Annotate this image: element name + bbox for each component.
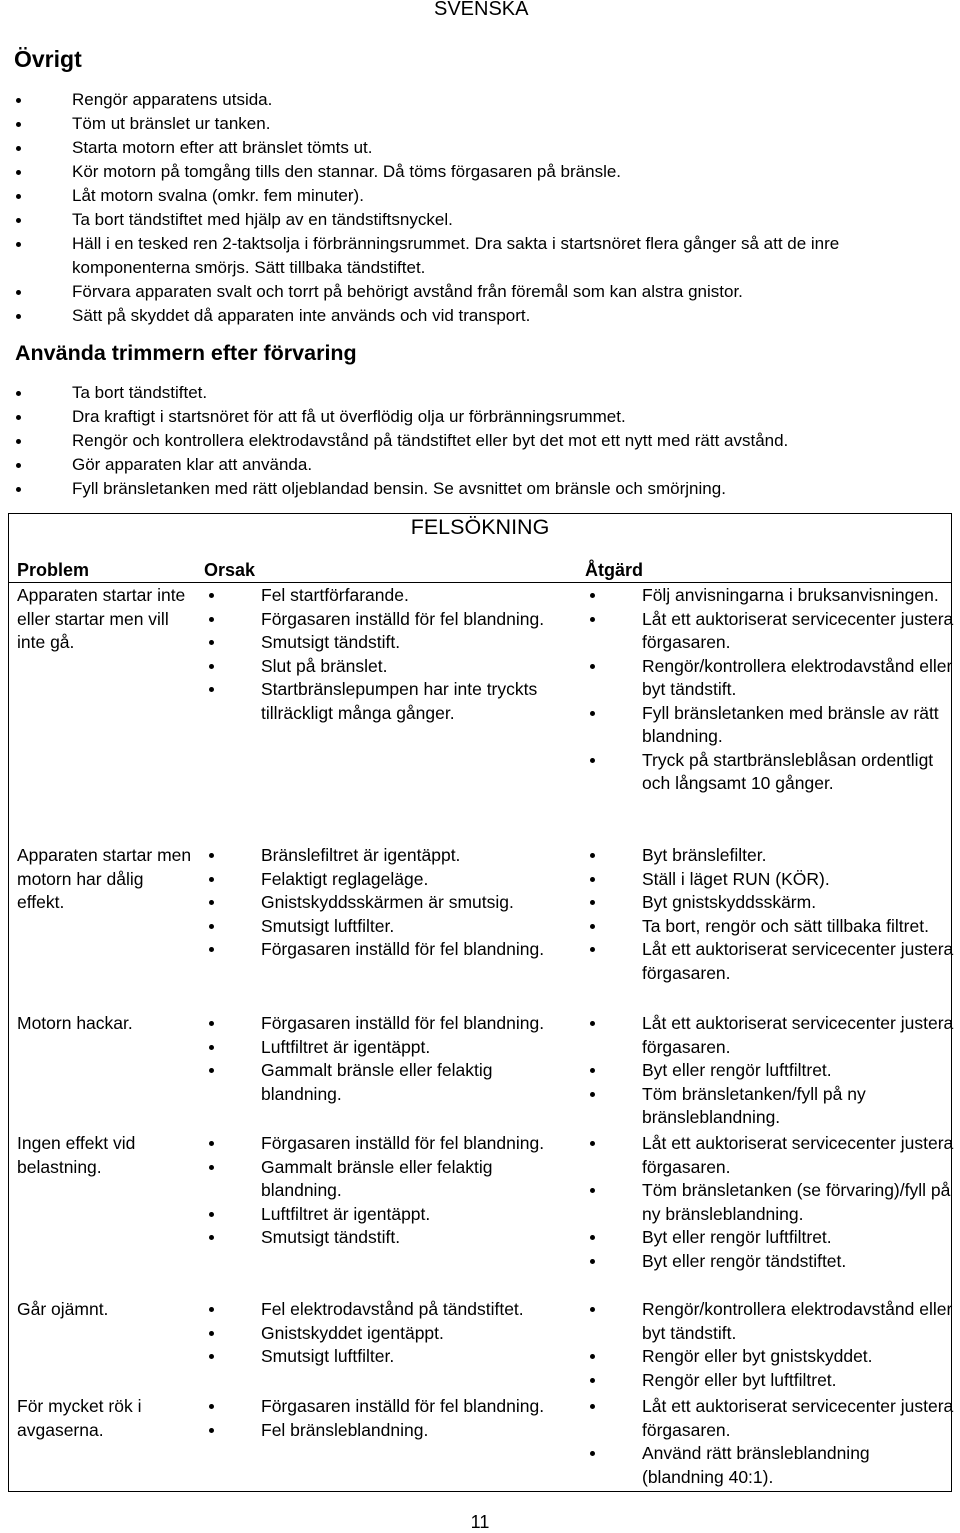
list-item-text: Ta bort tändstiftet. <box>72 383 208 402</box>
cause-item-text: Luftfiltret är igentäppt. <box>261 1036 431 1057</box>
bullet-icon <box>590 593 595 598</box>
cause-item-text: Fel bränsleblandning. <box>261 1419 429 1440</box>
cause-item <box>204 844 574 868</box>
column-header-problem: Problem <box>17 560 90 580</box>
action-item-text: Byt eller rengör luftfiltret. <box>642 1060 832 1080</box>
bullet-icon <box>209 664 214 669</box>
bullet-icon <box>16 415 21 420</box>
action-item-text: Byt gnistskyddsskärm. <box>642 892 817 912</box>
bullet-icon <box>209 1021 214 1026</box>
cause-item <box>204 1322 574 1346</box>
list-item <box>0 453 950 477</box>
cause-item-text: Smutsigt tändstift. <box>261 1227 401 1247</box>
cause-item-text: Smutsigt luftfilter. <box>261 1346 395 1366</box>
action-item <box>585 1395 955 1442</box>
bullet-icon <box>590 664 595 669</box>
bullet-icon <box>16 242 21 247</box>
bullet-icon <box>209 1331 214 1336</box>
cause-item-text: Förgasaren inställd för fel blandning. <box>261 608 545 629</box>
action-item <box>585 1083 955 1130</box>
cause-list <box>204 1298 574 1369</box>
action-item <box>585 584 955 608</box>
troubleshooting-title: FELSÖKNING <box>410 515 550 539</box>
action-item-text: Byt eller rengör luftfiltret. <box>642 1227 832 1247</box>
bullet-icon <box>590 1141 595 1146</box>
bullet-icon <box>16 194 21 199</box>
bullet-icon <box>209 1404 214 1409</box>
cause-item-text: Startbränslepumpen har inte tryckts tillräckligt många gånger. <box>261 679 538 723</box>
action-list <box>585 1132 955 1273</box>
action-item-text: Rengör eller byt luftfiltret. <box>642 1369 837 1390</box>
bullet-icon <box>590 1354 595 1359</box>
bullet-icon <box>16 290 21 295</box>
bullet-icon <box>590 711 595 716</box>
cause-item-text: Förgasaren inställd för fel blandning. <box>261 939 545 959</box>
bullet-icon <box>209 877 214 882</box>
action-item-text: Låt ett auktoriserat servicecenter justera förgasaren. <box>642 608 954 652</box>
bullet-icon <box>16 487 21 492</box>
bullet-icon <box>590 900 595 905</box>
list-item-text: Rengör och kontrollera elektrodavstånd på tändstiftet eller byt det mot ett nytt med rätt avstånd. <box>72 431 789 450</box>
section-title-ovrigt: Övrigt <box>14 46 82 72</box>
problem-cell: Motorn hackar. <box>17 1013 133 1033</box>
list-item <box>0 429 950 453</box>
language-label: SVENSKA <box>434 0 529 20</box>
cause-item-text: Smutsigt luftfilter. <box>261 915 395 936</box>
bullet-icon <box>209 947 214 952</box>
cause-item-text: Luftfiltret är igentäppt. <box>261 1203 431 1224</box>
action-list <box>585 844 955 985</box>
cause-item <box>204 1156 574 1203</box>
list-item <box>0 112 950 136</box>
cause-item <box>204 1395 574 1419</box>
cause-item <box>204 584 574 608</box>
action-item-text: Rengör eller byt gnistskyddet. <box>642 1346 873 1366</box>
cause-list <box>204 1132 574 1250</box>
action-item-text: Ställ i läget RUN (KÖR). <box>642 868 830 889</box>
list-item-text: Fyll bränsletanken med rätt oljeblandad bensin. Se avsnittet om bränsle och smörjning. <box>72 479 726 498</box>
action-item <box>585 1226 955 1250</box>
bullet-icon <box>16 146 21 151</box>
action-item <box>585 1442 955 1489</box>
cause-item <box>204 655 574 679</box>
list-item <box>0 304 950 328</box>
bullet-icon <box>590 617 595 622</box>
action-item <box>585 1179 955 1226</box>
bullet-icon <box>16 314 21 319</box>
bullet-icon <box>209 1307 214 1312</box>
cause-item-text: Fel elektrodavstånd på tändstiftet. <box>261 1299 524 1319</box>
list-item <box>0 208 950 232</box>
bullet-icon <box>590 1451 595 1456</box>
bullet-icon <box>209 687 214 692</box>
problem-cell: Apparaten startar inte eller startar men vill inte gå. <box>17 585 186 652</box>
list-item <box>0 280 950 304</box>
problem-cell: För mycket rök i avgaserna. <box>17 1396 142 1440</box>
action-item <box>585 1012 955 1059</box>
list-item <box>0 160 950 184</box>
action-item <box>585 868 955 892</box>
column-header-action: Åtgärd <box>585 560 643 580</box>
list-item <box>0 477 950 501</box>
bullet-icon <box>590 1092 595 1097</box>
action-item-text: Låt ett auktoriserat servicecenter justera förgasaren. <box>642 1013 954 1057</box>
header-divider <box>8 582 952 583</box>
action-item <box>585 749 955 796</box>
cause-list <box>204 1012 574 1106</box>
action-item-text: Töm bränsletanken (se förvaring)/fyll på ny bränsleblandning. <box>642 1180 951 1224</box>
list-item-text: Låt motorn svalna (omkr. fem minuter). <box>72 186 364 205</box>
list-item-text: Förvara apparaten svalt och torrt på behörigt avstånd från föremål som kan alstra gnistor. <box>72 282 743 301</box>
bullet-icon <box>209 1428 214 1433</box>
action-item-text: Rengör/kontrollera elektrodavstånd eller byt tändstift. <box>642 655 953 699</box>
cause-item-text: Fel startförfarande. <box>261 585 409 605</box>
bullet-icon <box>590 877 595 882</box>
action-list <box>585 584 955 796</box>
cause-list <box>204 844 574 962</box>
bullet-icon <box>590 1235 595 1240</box>
bullet-icon <box>590 1188 595 1193</box>
bullet-icon <box>590 1021 595 1026</box>
bullet-icon <box>209 1235 214 1240</box>
cause-item <box>204 1203 574 1227</box>
cause-item <box>204 1059 574 1106</box>
bullet-icon <box>16 170 21 175</box>
list-item <box>0 232 950 280</box>
bullet-icon <box>209 617 214 622</box>
list-item-text: Sätt på skyddet då apparaten inte används och vid transport. <box>72 306 531 325</box>
action-item-text: Byt eller rengör tändstiftet. <box>642 1250 847 1271</box>
cause-item-text: Felaktigt reglageläge. <box>261 868 429 889</box>
section-title-anvanda: Använda trimmern efter förvaring <box>15 341 357 365</box>
cause-item-text: Gammalt bränsle eller felaktig blandning. <box>261 1060 493 1104</box>
bullet-icon <box>16 439 21 444</box>
action-list <box>585 1012 955 1130</box>
problem-cell: Går ojämnt. <box>17 1299 109 1319</box>
cause-item <box>204 1226 574 1250</box>
cause-list <box>204 584 574 725</box>
anvanda-list <box>0 381 950 501</box>
cause-item <box>204 915 574 939</box>
action-item <box>585 938 955 985</box>
bullet-icon <box>209 1141 214 1146</box>
bullet-icon <box>209 924 214 929</box>
bullet-icon <box>590 1259 595 1264</box>
bullet-icon <box>209 900 214 905</box>
action-item <box>585 1250 955 1274</box>
list-item <box>0 184 950 208</box>
cause-item-text: Gnistskyddsskärmen är smutsig. <box>261 892 514 912</box>
list-item-text: Häll i en tesked ren 2-taktsolja i förbränningsrummet. Dra sakta i startsnöret flera gånger så att de inre komponenterna smörjs. Sätt tillbaka tändstiftet. <box>72 234 840 277</box>
cause-item <box>204 1132 574 1156</box>
action-list <box>585 1395 955 1489</box>
bullet-icon <box>209 1165 214 1170</box>
problem-cell: Ingen effekt vid belastning. <box>17 1133 136 1177</box>
action-item <box>585 915 955 939</box>
cause-item <box>204 678 574 725</box>
action-item <box>585 1369 955 1393</box>
action-item-text: Följ anvisningarna i bruksanvisningen. <box>642 585 939 605</box>
bullet-icon <box>209 853 214 858</box>
bullet-icon <box>16 218 21 223</box>
ovrigt-list <box>0 88 950 328</box>
bullet-icon <box>209 1354 214 1359</box>
action-item <box>585 1345 955 1369</box>
cause-item <box>204 938 574 962</box>
bullet-icon <box>590 1378 595 1383</box>
list-item-text: Kör motorn på tomgång tills den stannar. Då töms förgasaren på bränsle. <box>72 162 622 181</box>
cause-item-text: Smutsigt tändstift. <box>261 632 401 652</box>
bullet-icon <box>590 1307 595 1312</box>
cause-item-text: Förgasaren inställd för fel blandning. <box>261 1133 545 1153</box>
cause-item-text: Gnistskyddet igentäppt. <box>261 1322 444 1343</box>
cause-item <box>204 631 574 655</box>
action-item-text: Använd rätt bränsleblandning (blandning 40:1). <box>642 1443 870 1487</box>
cause-item <box>204 1036 574 1060</box>
action-item <box>585 891 955 915</box>
list-item <box>0 88 950 112</box>
bullet-icon <box>590 1404 595 1409</box>
list-item <box>0 381 950 405</box>
cause-item-text: Förgasaren inställd för fel blandning. <box>261 1013 545 1033</box>
action-item <box>585 702 955 749</box>
action-item <box>585 1132 955 1179</box>
cause-list <box>204 1395 574 1442</box>
action-item <box>585 1059 955 1083</box>
list-item <box>0 405 950 429</box>
action-item-text: Låt ett auktoriserat servicecenter justera förgasaren. <box>642 1133 954 1177</box>
action-item-text: Låt ett auktoriserat servicecenter justera förgasaren. <box>642 1396 954 1440</box>
action-list <box>585 1298 955 1392</box>
list-item-text: Ta bort tändstiftet med hjälp av en tändstiftsnyckel. <box>72 210 453 229</box>
cause-item <box>204 1012 574 1036</box>
cause-item <box>204 891 574 915</box>
action-item-text: Byt bränslefilter. <box>642 845 767 865</box>
bullet-icon <box>209 1068 214 1073</box>
list-item <box>0 136 950 160</box>
action-item-text: Tryck på startbränsleblåsan ordentligt och långsamt 10 gånger. <box>642 749 934 793</box>
cause-item <box>204 868 574 892</box>
bullet-icon <box>16 98 21 103</box>
bullet-icon <box>209 1045 214 1050</box>
bullet-icon <box>590 924 595 929</box>
cause-item <box>204 1345 574 1369</box>
cause-item <box>204 608 574 632</box>
action-item <box>585 608 955 655</box>
list-item-text: Töm ut bränslet ur tanken. <box>72 114 271 133</box>
cause-item <box>204 1298 574 1322</box>
cause-item-text: Förgasaren inställd för fel blandning. <box>261 1396 545 1416</box>
bullet-icon <box>209 640 214 645</box>
bullet-icon <box>590 758 595 763</box>
problem-cell: Apparaten startar men motorn har dålig effekt. <box>17 845 192 912</box>
cause-item-text: Slut på bränslet. <box>261 655 388 676</box>
bullet-icon <box>590 853 595 858</box>
action-item-text: Rengör/kontrollera elektrodavstånd eller byt tändstift. <box>642 1299 953 1343</box>
bullet-icon <box>16 463 21 468</box>
list-item-text: Rengör apparatens utsida. <box>72 90 273 109</box>
bullet-icon <box>16 391 21 396</box>
bullet-icon <box>209 593 214 598</box>
cause-item-text: Gammalt bränsle eller felaktig blandning. <box>261 1156 493 1200</box>
action-item-text: Fyll bränsletanken med bränsle av rätt blandning. <box>642 702 939 746</box>
action-item-text: Töm bränsletanken/fyll på ny bränsleblandning. <box>642 1083 866 1127</box>
action-item-text: Ta bort, rengör och sätt tillbaka filtret. <box>642 915 929 936</box>
cause-item-text: Bränslefiltret är igentäppt. <box>261 845 461 865</box>
page-number: 11 <box>470 1512 490 1532</box>
action-item <box>585 1298 955 1345</box>
cause-item <box>204 1419 574 1443</box>
action-item <box>585 655 955 702</box>
bullet-icon <box>590 947 595 952</box>
list-item-text: Gör apparaten klar att använda. <box>72 455 313 474</box>
bullet-icon <box>590 1068 595 1073</box>
list-item-text: Dra kraftigt i startsnöret för att få ut överflödig olja ur förbränningsrummet. <box>72 407 626 426</box>
bullet-icon <box>16 122 21 127</box>
column-header-cause: Orsak <box>204 560 256 580</box>
list-item-text: Starta motorn efter att bränslet tömts ut. <box>72 138 373 157</box>
bullet-icon <box>209 1212 214 1217</box>
action-item-text: Låt ett auktoriserat servicecenter justera förgasaren. <box>642 939 954 983</box>
action-item <box>585 844 955 868</box>
